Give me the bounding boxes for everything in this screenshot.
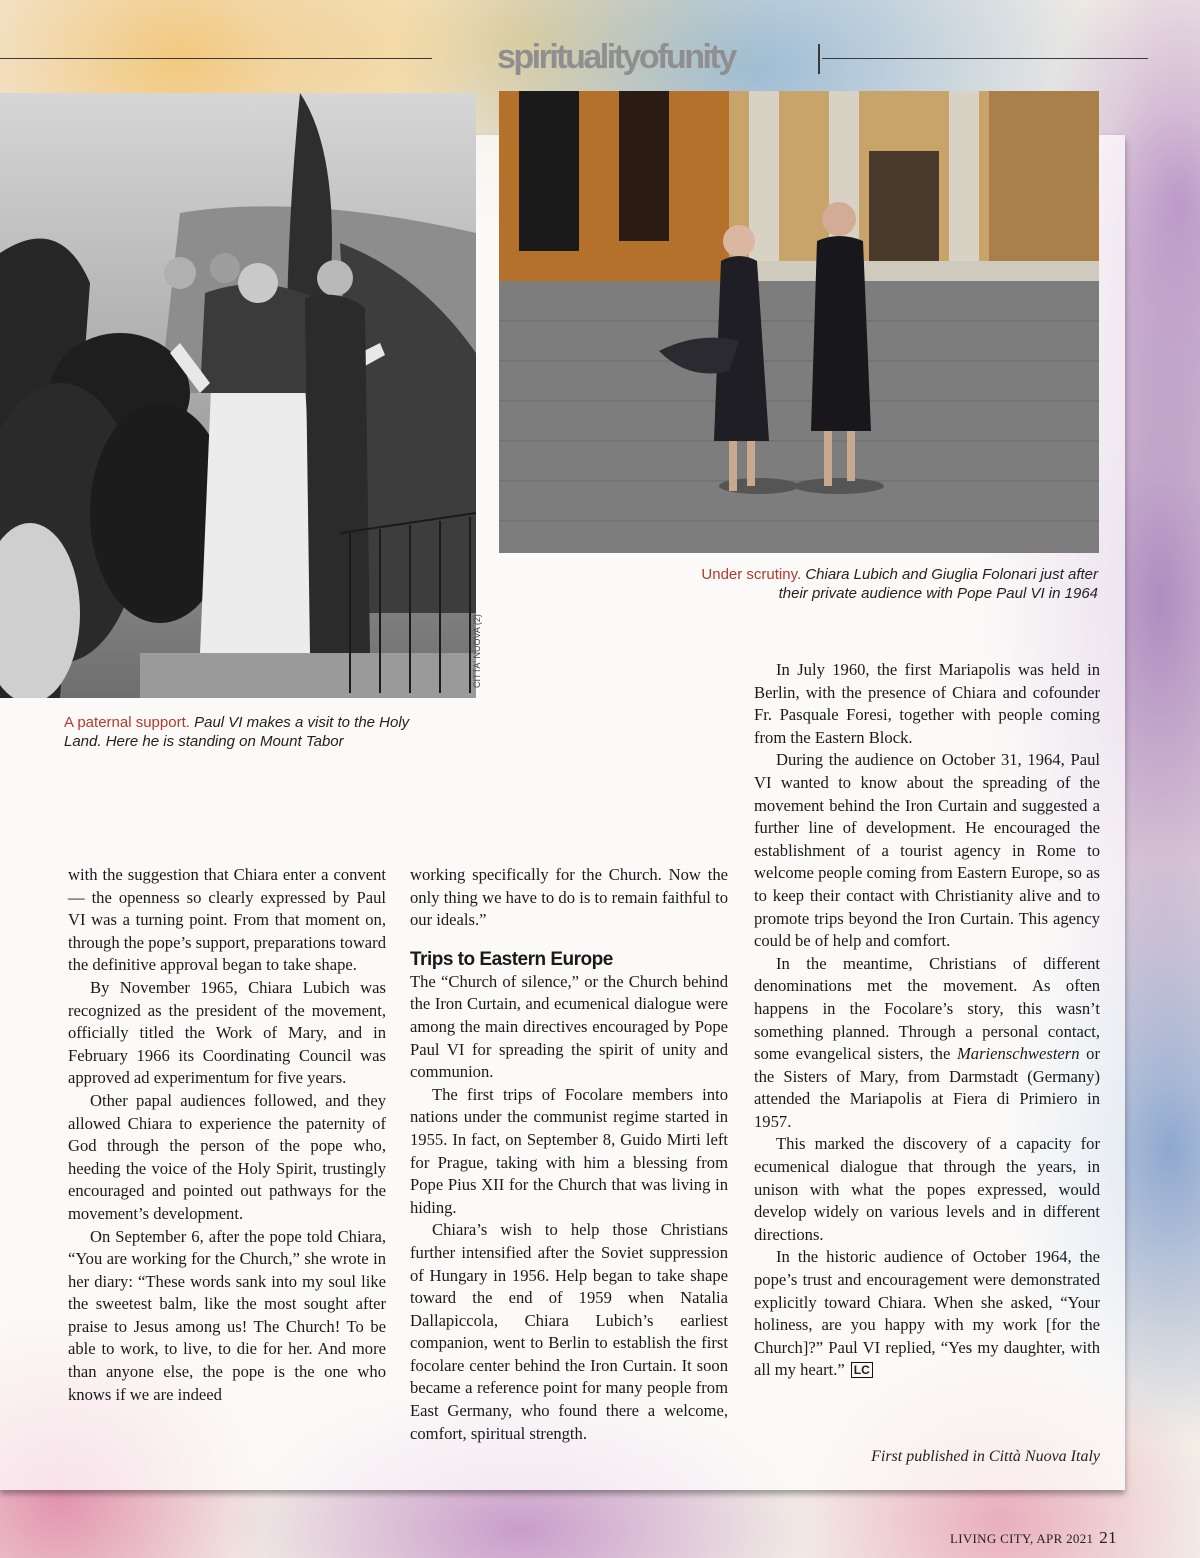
italic-term: Marienschwestern [956, 1044, 1080, 1064]
caption-left-lead: A paternal support. [64, 714, 190, 731]
paragraph [754, 1246, 1100, 1382]
photo-caption-left [64, 713, 414, 751]
caption-left-text: Paul VI makes a visit to the Holy Land. Here he is standing on Mount Tabor [64, 714, 410, 750]
paragraph: In July 1960, the first Mariapolis was held in Berlin, with the presence of Chiara and cofounder Fr. Pasquale Foresi, together with people coming from the Eastern Block. [754, 660, 1100, 747]
photo-caption-right [690, 565, 1098, 603]
photo-bw-illustration [0, 93, 476, 698]
article-column-1 [68, 864, 386, 1406]
header-divider [818, 44, 820, 74]
caption-right-text: Chiara Lubich and Giuglia Folonari just after their private audience with Pope Paul VI in 1964 [778, 566, 1098, 602]
paragraph: with the suggestion that Chiara enter a convent — the openness so clearly expressed by Paul VI was a turning point. From that moment on, through the pope’s support, preparations toward the definitive approval began to take shape. [68, 865, 386, 975]
caption-right-lead: Under scrutiny. [701, 566, 802, 583]
paragraph: On September 6, after the pope told Chiara, “You are working for the Church,” she wrote in her diary: “These words sank into my soul like the sweetest balm, like the most sought after praise to Jesus among us! The Church! To be able to work, to live, to die for her. And more than anyone else, the pope is the one who knows if we are indeed [68, 1226, 386, 1404]
publication-info: LIVING CITY, APR 2021 [950, 1531, 1094, 1546]
paragraph: This marked the discovery of a capacity for ecumenical dialogue that through the years, in unison with what the popes expressed, would develop widely on various levels and in different directions. [754, 1134, 1100, 1244]
published-note: First published in Città Nuova Italy [871, 1448, 1100, 1465]
article-column-2 [410, 864, 728, 1445]
paragraph-text: In the historic audience of October 1964, the pope’s trust and encouragement were demonstrated explicitly toward Chiara. When she asked, “Your holiness, are you happy with my work [for the Church]?” Paul VI replied, “Yes my daughter, with all my heart.” [754, 1247, 1100, 1380]
page-number: 21 [1099, 1528, 1117, 1547]
header-rule-right [822, 58, 1148, 59]
photo-paul-vi-mount-tabor [0, 93, 476, 698]
page-footer [950, 1528, 1117, 1548]
paragraph: The first trips of Focolare members into nations under the communist regime started in 1955. In fact, on September 8, Guido Mirti left for Prague, taking with him a blessing from Pope Pius XII for the Church that was living in hiding. [410, 1084, 728, 1217]
article-column-3 [754, 659, 1100, 1382]
paragraph [754, 953, 1100, 1134]
photo-color-illustration [499, 91, 1099, 553]
paragraph: Other papal audiences followed, and they allowed Chiara to experience the paternity of God through the person of the pope who, heeding the voice of the Holy Spirit, trustingly encouraged and pointed out pathways for the movement’s development. [68, 1090, 386, 1223]
paragraph: By November 1965, Chiara Lubich was recognized as the president of the movement, officially titled the Work of Mary, and in February 1966 its Coordinating Council was approved ad experimentum for five years. [68, 977, 386, 1088]
section-title: spiritualityofunity [497, 38, 735, 76]
paragraph: Chiara’s wish to help those Christians further intensified after the Soviet suppression of Hungary in 1956. Help began to take shape toward the end of 1959 when Natalia Dallapiccola, Chiara Lubich’s earliest companion, went to Berlin to establish the first focolare center behind the Iron Curtain. It soon became a reference point for many people from East Germany, who found there a welcome, comfort, spiritual strength. [410, 1220, 728, 1443]
paragraph-text: In the meantime, Christians of different denominations met the movement. As often happens in the Focolare’s story, this wasn’t something planned. Through a personal contact, some evangelical sisters, the [754, 953, 1100, 1064]
paragraph: During the audience on October 31, 1964, Paul VI wanted to know about the spreading of the movement behind the Iron Curtain and suggested a further line of development. He encouraged the establishment of a tourist agency in Rome to welcome people coming from Eastern Europe, so as to keep their contact with Christianity alive and to promote trips beyond the Iron Curtain. This agency could be of help and comfort. [754, 750, 1100, 951]
paragraph: The “Church of silence,” or the Church behind the Iron Curtain, and ecumenical dialogue were among the main directives encouraged by Pope Paul VI for spreading the spirit of unity and communion. [410, 971, 728, 1082]
end-mark-icon: LC [851, 1362, 873, 1378]
paragraph-text: or the Sisters of Mary, from Darmstadt (Germany) attended the Mariapolis at Fiera di Primiero in 1957. [754, 1044, 1100, 1131]
photo-credit: CITTA' NUOVA (2) [472, 614, 482, 688]
photo-chiara-and-giuglia [499, 91, 1099, 553]
header-rule-left [0, 58, 432, 59]
paragraph: working specifically for the Church. Now the only thing we have to do is to remain faithful to our ideals.” [410, 865, 728, 930]
section-heading: Trips to Eastern Europe [410, 948, 613, 970]
